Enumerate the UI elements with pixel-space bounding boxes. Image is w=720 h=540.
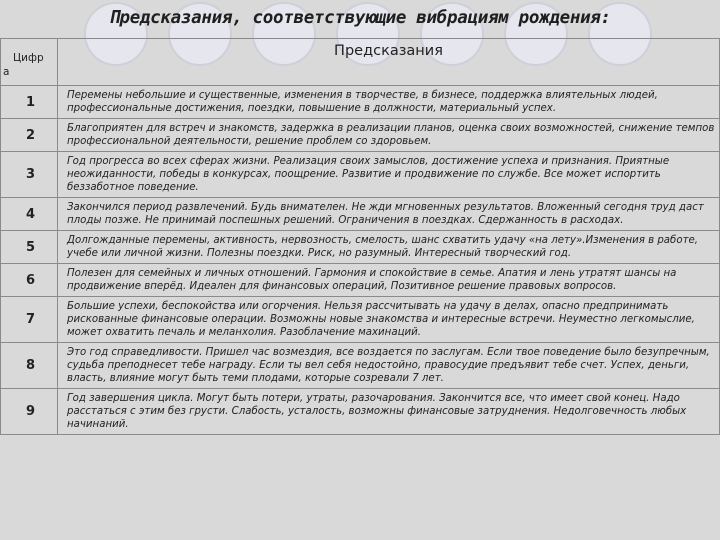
- row-number: 5: [1, 231, 58, 264]
- table-row: [1, 343, 720, 389]
- row-number: 4: [1, 198, 58, 231]
- row-prediction: Большие успехи, беспокойства или огорчения. Нельзя рассчитывать на удачу в делах, опасно предпринимать рискованные финансовые операции. Возможны новые знакомства и интересные встречи. Неуместно легкомыслие, может охватить печаль и меланхолия. Разоблачение махинаций.: [58, 297, 720, 343]
- row-number: 3: [1, 152, 58, 198]
- row-number: 8: [1, 343, 58, 389]
- table-row: [1, 297, 720, 343]
- row-number: 2: [1, 119, 58, 152]
- row-number: 7: [1, 297, 58, 343]
- table-row: [1, 264, 720, 297]
- number-header-line2: а: [3, 66, 10, 78]
- row-number: 9: [1, 389, 58, 435]
- row-prediction: Благоприятен для встреч и знакомств, задержка в реализации планов, оценка своих возможностей, снижение темпов профессиональной деятельности, решение проблем со здоровьем.: [58, 119, 720, 152]
- table-row: [1, 119, 720, 152]
- table-row: [1, 389, 720, 435]
- row-prediction: Год прогресса во всех сферах жизни. Реализация своих замыслов, достижение успеха и признания. Приятные неожиданности, победы в конкурсах, поощрение. Развитие и продвижение по службе. Все может испортить беззаботное поведение.: [58, 152, 720, 198]
- row-prediction: Это год справедливости. Пришел час возмездия, все воздается по заслугам. Если твое поведение было безупречным, судьба преподнесет тебе награду. Если ты вел себя недостойно, правосудие предъявит тебе счет. Успех, деньги, власть, влияние могут быть теми плодами, которые созревали 7 лет.: [58, 343, 720, 389]
- number-column-header: [1, 39, 58, 86]
- row-number: 6: [1, 264, 58, 297]
- row-prediction: Перемены небольшие и существенные, изменения в творчестве, в бизнесе, поддержка влиятельных людей, профессиональные достижения, поездки, повышение в должности, материальный успех.: [58, 86, 720, 119]
- table-header-row: [1, 39, 720, 86]
- row-number: 1: [1, 86, 58, 119]
- page-title: Предсказания, соответствующие вибрациям рождения:: [109, 8, 611, 28]
- predictions-table: [0, 38, 720, 435]
- table-row: [1, 231, 720, 264]
- predictions-column-header: Предсказания: [58, 39, 720, 86]
- row-prediction: Полезен для семейных и личных отношений. Гармония и спокойствие в семье. Апатия и лень утратят шансы на продвижение вперёд. Идеален для финансовых операций, Позитивное решение правовых вопросов.: [58, 264, 720, 297]
- row-prediction: Год завершения цикла. Могут быть потери, утраты, разочарования. Закончится все, что имеет свой конец. Надо расстаться с этим без грусти. Слабость, усталость, возможны финансовые затруднения. Недолговечность любых начинаний.: [58, 389, 720, 435]
- number-header-line1: Цифр: [13, 52, 44, 64]
- table-row: [1, 86, 720, 119]
- table-row: [1, 198, 720, 231]
- table-row: [1, 152, 720, 198]
- row-prediction: Долгожданные перемены, активность, нервозность, смелость, шанс схватить удачу «на лету».Изменения в работе, учебе или личной жизни. Полезны поездки. Риск, но разумный. Интересный творческий год.: [58, 231, 720, 264]
- row-prediction: Закончился период развлечений. Будь внимателен. Не жди мгновенных результатов. Вложенный сегодня труд даст плоды позже. Не принимай поспешных решений. Ограничения в поездках. Сдержанность в расходах.: [58, 198, 720, 231]
